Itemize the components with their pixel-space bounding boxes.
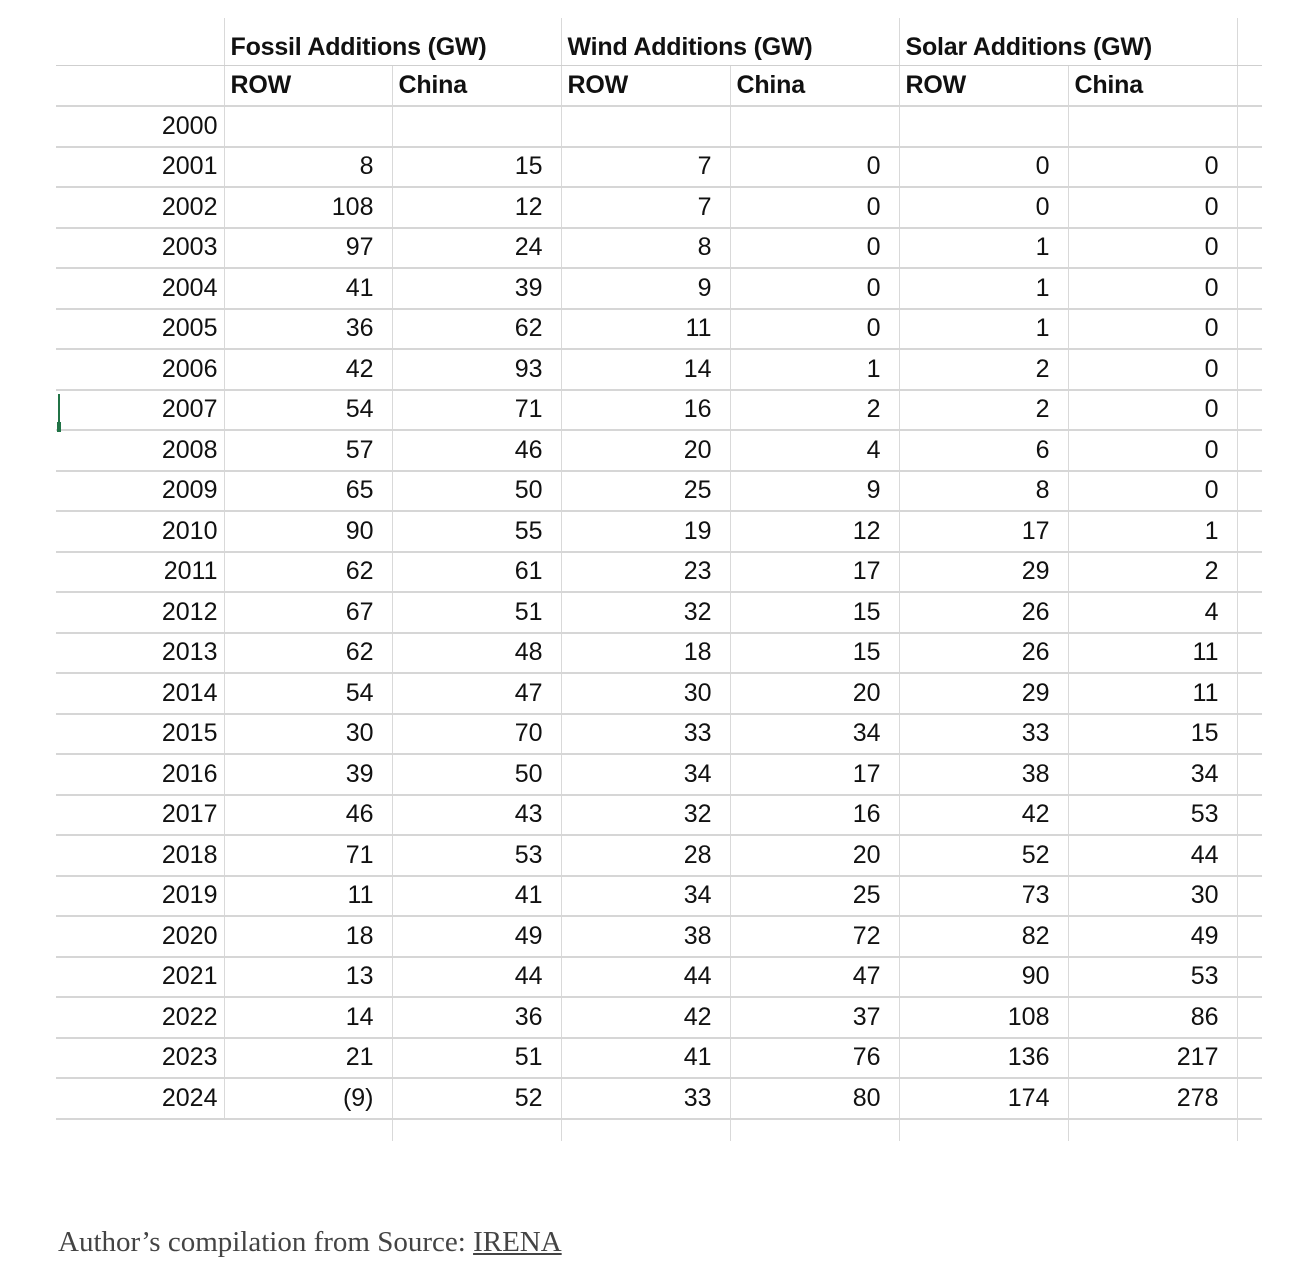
cell-fossil-row[interactable]: 30: [224, 714, 392, 755]
cell-wind-row[interactable]: 25: [561, 471, 730, 512]
year-cell[interactable]: 2007: [56, 390, 224, 431]
cell-fossil-china[interactable]: 55: [392, 511, 561, 552]
year-cell[interactable]: 2001: [56, 147, 224, 188]
cell-fossil-china[interactable]: 51: [392, 592, 561, 633]
cell-solar-china[interactable]: 1: [1068, 511, 1237, 552]
cell-fossil-china[interactable]: 62: [392, 309, 561, 350]
empty-cell[interactable]: [1237, 633, 1262, 674]
cell-wind-china[interactable]: 34: [730, 714, 899, 755]
cell-solar-row[interactable]: 136: [899, 1038, 1068, 1079]
empty-cell[interactable]: [1237, 795, 1262, 836]
cell-fossil-row[interactable]: 62: [224, 552, 392, 593]
cell-wind-china[interactable]: 0: [730, 147, 899, 188]
cell-fossil-row[interactable]: 42: [224, 349, 392, 390]
cell-wind-row[interactable]: 33: [561, 1078, 730, 1119]
year-cell[interactable]: 2000: [56, 106, 224, 147]
empty-cell[interactable]: [1237, 471, 1262, 512]
cell-solar-row[interactable]: 52: [899, 835, 1068, 876]
cell-solar-china[interactable]: 0: [1068, 390, 1237, 431]
header-fossil[interactable]: Fossil Additions (GW): [224, 18, 561, 65]
cell-wind-row[interactable]: 44: [561, 957, 730, 998]
table-row: [56, 633, 1262, 674]
cell-wind-china[interactable]: 2: [730, 390, 899, 431]
table-row: [56, 916, 1262, 957]
cell-fossil-row[interactable]: 13: [224, 957, 392, 998]
cell-fossil-row[interactable]: 39: [224, 754, 392, 795]
cell-wind-china[interactable]: 25: [730, 876, 899, 917]
cell-wind-china[interactable]: [730, 106, 899, 147]
cell-fossil-china[interactable]: 48: [392, 633, 561, 674]
cell-solar-row[interactable]: 2: [899, 349, 1068, 390]
table-row: [56, 673, 1262, 714]
cell-fossil-row[interactable]: 67: [224, 592, 392, 633]
cell-solar-china[interactable]: 0: [1068, 309, 1237, 350]
empty-cell[interactable]: [1237, 714, 1262, 755]
empty-cell[interactable]: [1237, 309, 1262, 350]
cell-wind-china[interactable]: 0: [730, 228, 899, 269]
table-row: [56, 228, 1262, 269]
empty-cell[interactable]: [1237, 430, 1262, 471]
cell-wind-row[interactable]: 42: [561, 997, 730, 1038]
cell-solar-china[interactable]: 11: [1068, 633, 1237, 674]
empty-cell[interactable]: [1237, 65, 1262, 106]
cell-wind-row[interactable]: 8: [561, 228, 730, 269]
year-cell[interactable]: 2024: [56, 1078, 224, 1119]
table-row: [56, 430, 1262, 471]
cell-solar-china[interactable]: 44: [1068, 835, 1237, 876]
empty-cell[interactable]: [1237, 268, 1262, 309]
cell-solar-row[interactable]: 2: [899, 390, 1068, 431]
year-cell[interactable]: 2013: [56, 633, 224, 674]
table-row: [56, 106, 1262, 147]
cell-wind-china[interactable]: 37: [730, 997, 899, 1038]
cell-fossil-china[interactable]: 53: [392, 835, 561, 876]
year-cell[interactable]: 2004: [56, 268, 224, 309]
caption-text: Author’s compilation from Source:: [58, 1226, 474, 1258]
subheader-fossil-china[interactable]: China: [392, 65, 561, 106]
cell-solar-row[interactable]: 0: [899, 147, 1068, 188]
table-row: [56, 511, 1262, 552]
irena-source-link[interactable]: IRENA: [473, 1226, 562, 1258]
year-cell[interactable]: 2010: [56, 511, 224, 552]
cell-wind-row[interactable]: 34: [561, 876, 730, 917]
table-row: [56, 835, 1262, 876]
table-row: [56, 390, 1262, 431]
empty-cell[interactable]: [1237, 147, 1262, 188]
table-row: [56, 187, 1262, 228]
cell-fossil-china[interactable]: 36: [392, 997, 561, 1038]
table-row: [56, 876, 1262, 917]
cell-fossil-china[interactable]: 39: [392, 268, 561, 309]
year-cell[interactable]: 2011: [56, 552, 224, 593]
subheader-solar-china[interactable]: China: [1068, 65, 1237, 106]
cell-wind-china[interactable]: 0: [730, 187, 899, 228]
empty-cell[interactable]: [1237, 754, 1262, 795]
cell-wind-china[interactable]: 76: [730, 1038, 899, 1079]
cell-fossil-row[interactable]: 8: [224, 147, 392, 188]
cell-solar-china[interactable]: 49: [1068, 916, 1237, 957]
table-row: [56, 997, 1262, 1038]
year-cell[interactable]: 2006: [56, 349, 224, 390]
cell-fossil-row[interactable]: 11: [224, 876, 392, 917]
empty-cell[interactable]: [1237, 187, 1262, 228]
empty-cell[interactable]: [1237, 592, 1262, 633]
cell-solar-row[interactable]: 1: [899, 268, 1068, 309]
cell-wind-row[interactable]: 20: [561, 430, 730, 471]
cell-solar-row[interactable]: 33: [899, 714, 1068, 755]
year-cell[interactable]: 2018: [56, 835, 224, 876]
cell-solar-row[interactable]: 0: [899, 187, 1068, 228]
cell-solar-china[interactable]: 217: [1068, 1038, 1237, 1079]
cell-wind-row[interactable]: 16: [561, 390, 730, 431]
table-row: [56, 592, 1262, 633]
cell-wind-china[interactable]: 17: [730, 552, 899, 593]
cell-wind-row[interactable]: 14: [561, 349, 730, 390]
cell-fossil-row[interactable]: 18: [224, 916, 392, 957]
empty-cell[interactable]: [392, 1119, 561, 1141]
cell-solar-china[interactable]: 278: [1068, 1078, 1237, 1119]
cell-wind-china[interactable]: 20: [730, 835, 899, 876]
table-row: [56, 552, 1262, 593]
empty-cell[interactable]: [1237, 876, 1262, 917]
table-row: [56, 309, 1262, 350]
table-row: [56, 147, 1262, 188]
empty-cell[interactable]: [1237, 1078, 1262, 1119]
cell-solar-row[interactable]: 38: [899, 754, 1068, 795]
cell-solar-china[interactable]: 11: [1068, 673, 1237, 714]
cell-solar-china[interactable]: [1068, 106, 1237, 147]
year-cell[interactable]: 2014: [56, 673, 224, 714]
cell-fossil-row[interactable]: [224, 106, 392, 147]
cell-fossil-china[interactable]: 41: [392, 876, 561, 917]
year-cell[interactable]: 2009: [56, 471, 224, 512]
cell-wind-china[interactable]: 1: [730, 349, 899, 390]
cell-solar-row[interactable]: 1: [899, 228, 1068, 269]
cell-solar-row[interactable]: 82: [899, 916, 1068, 957]
cell-solar-row[interactable]: 42: [899, 795, 1068, 836]
cell-fossil-row[interactable]: 62: [224, 633, 392, 674]
cell-fossil-china[interactable]: 93: [392, 349, 561, 390]
cell-solar-china[interactable]: 34: [1068, 754, 1237, 795]
empty-cell[interactable]: [1237, 1119, 1262, 1141]
cell-fossil-row[interactable]: 54: [224, 673, 392, 714]
subheader-wind-row[interactable]: ROW: [561, 65, 730, 106]
cell-fossil-row[interactable]: 54: [224, 390, 392, 431]
subheader-solar-row[interactable]: ROW: [899, 65, 1068, 106]
cell-fossil-china[interactable]: 24: [392, 228, 561, 269]
year-cell[interactable]: 2017: [56, 795, 224, 836]
cell-solar-row[interactable]: 29: [899, 552, 1068, 593]
cell-fossil-china[interactable]: 43: [392, 795, 561, 836]
cell-fossil-china[interactable]: 46: [392, 430, 561, 471]
cell-fossil-row[interactable]: 90: [224, 511, 392, 552]
empty-cell[interactable]: [1068, 1119, 1237, 1141]
cell-solar-row[interactable]: 26: [899, 592, 1068, 633]
cell-wind-row[interactable]: 32: [561, 795, 730, 836]
cell-wind-row[interactable]: 28: [561, 835, 730, 876]
cell-solar-row[interactable]: 90: [899, 957, 1068, 998]
cell-solar-row[interactable]: 26: [899, 633, 1068, 674]
empty-cell[interactable]: [1237, 1038, 1262, 1079]
cell-solar-china[interactable]: 53: [1068, 795, 1237, 836]
cell-wind-china[interactable]: 80: [730, 1078, 899, 1119]
cell-wind-china[interactable]: 0: [730, 309, 899, 350]
cell-fossil-row[interactable]: 41: [224, 268, 392, 309]
cell-fossil-china[interactable]: 47: [392, 673, 561, 714]
cell-fossil-china[interactable]: 12: [392, 187, 561, 228]
cell-wind-row[interactable]: 32: [561, 592, 730, 633]
cell-wind-china[interactable]: 0: [730, 268, 899, 309]
empty-cell[interactable]: [561, 1119, 730, 1141]
cell-solar-china[interactable]: 2: [1068, 552, 1237, 593]
figure-caption: [58, 1226, 562, 1259]
group-header-row: [56, 18, 1262, 65]
cell-wind-row[interactable]: 19: [561, 511, 730, 552]
trailing-row: [56, 1119, 1262, 1141]
cell-fossil-china[interactable]: 15: [392, 147, 561, 188]
header-solar[interactable]: Solar Additions (GW): [899, 18, 1237, 65]
cell-wind-row[interactable]: 30: [561, 673, 730, 714]
cell-solar-china[interactable]: 4: [1068, 592, 1237, 633]
cell-wind-row[interactable]: 41: [561, 1038, 730, 1079]
cell-fossil-china[interactable]: 61: [392, 552, 561, 593]
table-row: [56, 957, 1262, 998]
empty-cell[interactable]: [1237, 957, 1262, 998]
cell-solar-row[interactable]: 8: [899, 471, 1068, 512]
year-cell[interactable]: 2002: [56, 187, 224, 228]
cell-wind-row[interactable]: 11: [561, 309, 730, 350]
table-row: [56, 754, 1262, 795]
cell-wind-row[interactable]: 23: [561, 552, 730, 593]
cell-wind-china[interactable]: 15: [730, 592, 899, 633]
cell-fossil-row[interactable]: 65: [224, 471, 392, 512]
cell-solar-china[interactable]: 86: [1068, 997, 1237, 1038]
empty-cell[interactable]: [1237, 349, 1262, 390]
cell-fossil-china[interactable]: 49: [392, 916, 561, 957]
year-cell[interactable]: 2022: [56, 997, 224, 1038]
cell-fossil-row[interactable]: 108: [224, 187, 392, 228]
cell-solar-china[interactable]: 0: [1068, 228, 1237, 269]
cell-fossil-china[interactable]: 52: [392, 1078, 561, 1119]
year-cell[interactable]: 2008: [56, 430, 224, 471]
cell-solar-china[interactable]: 0: [1068, 147, 1237, 188]
cell-wind-china[interactable]: 20: [730, 673, 899, 714]
table-row: [56, 795, 1262, 836]
empty-cell[interactable]: [1237, 390, 1262, 431]
cell-solar-china[interactable]: 30: [1068, 876, 1237, 917]
empty-cell[interactable]: [1237, 673, 1262, 714]
subheader-fossil-row[interactable]: ROW: [224, 65, 392, 106]
empty-cell[interactable]: [1237, 511, 1262, 552]
data-table: [56, 18, 1262, 1141]
empty-cell[interactable]: [1237, 552, 1262, 593]
cell-fossil-china[interactable]: 71: [392, 390, 561, 431]
cell-fossil-row[interactable]: 97: [224, 228, 392, 269]
year-cell[interactable]: 2016: [56, 754, 224, 795]
cell-wind-china[interactable]: 9: [730, 471, 899, 512]
year-cell[interactable]: 2019: [56, 876, 224, 917]
table-row: [56, 268, 1262, 309]
cell-wind-row[interactable]: 34: [561, 754, 730, 795]
cell-wind-china[interactable]: 47: [730, 957, 899, 998]
cell-solar-row[interactable]: 174: [899, 1078, 1068, 1119]
cell-solar-row[interactable]: 6: [899, 430, 1068, 471]
cell-fossil-row[interactable]: 36: [224, 309, 392, 350]
cell-solar-row[interactable]: 73: [899, 876, 1068, 917]
subheader-wind-china[interactable]: China: [730, 65, 899, 106]
cell-wind-row[interactable]: 38: [561, 916, 730, 957]
cell-cursor-marker: [58, 394, 60, 432]
cell-fossil-row[interactable]: 14: [224, 997, 392, 1038]
cell-solar-row[interactable]: 1: [899, 309, 1068, 350]
cell-wind-china[interactable]: 16: [730, 795, 899, 836]
table-row: [56, 1078, 1262, 1119]
year-cell[interactable]: 2005: [56, 309, 224, 350]
year-cell[interactable]: 2012: [56, 592, 224, 633]
cell-solar-row[interactable]: [899, 106, 1068, 147]
cell-wind-row[interactable]: 18: [561, 633, 730, 674]
cell-solar-row[interactable]: 108: [899, 997, 1068, 1038]
corner-cell[interactable]: [56, 18, 224, 65]
cell-fossil-china[interactable]: 50: [392, 471, 561, 512]
empty-cell[interactable]: [1237, 106, 1262, 147]
year-cell[interactable]: 2021: [56, 957, 224, 998]
cell-solar-china[interactable]: 0: [1068, 349, 1237, 390]
cell-wind-row[interactable]: 9: [561, 268, 730, 309]
empty-cell[interactable]: [730, 1119, 899, 1141]
cell-solar-china[interactable]: 15: [1068, 714, 1237, 755]
cell-fossil-china[interactable]: 70: [392, 714, 561, 755]
cell-wind-china[interactable]: 4: [730, 430, 899, 471]
header-wind[interactable]: Wind Additions (GW): [561, 18, 899, 65]
cell-wind-china[interactable]: 15: [730, 633, 899, 674]
year-cell[interactable]: 2023: [56, 1038, 224, 1079]
year-cell[interactable]: 2015: [56, 714, 224, 755]
cell-fossil-row[interactable]: 57: [224, 430, 392, 471]
cell-solar-china[interactable]: 53: [1068, 957, 1237, 998]
table-row: [56, 349, 1262, 390]
cell-solar-china[interactable]: 0: [1068, 471, 1237, 512]
corner-cell[interactable]: [56, 65, 224, 106]
cell-solar-row[interactable]: 29: [899, 673, 1068, 714]
cell-wind-china[interactable]: 12: [730, 511, 899, 552]
empty-cell[interactable]: [1237, 228, 1262, 269]
table-row: [56, 1038, 1262, 1079]
cell-fossil-row[interactable]: (9): [224, 1078, 392, 1119]
empty-cell[interactable]: [1237, 997, 1262, 1038]
cell-fossil-row[interactable]: 21: [224, 1038, 392, 1079]
empty-cell[interactable]: [1237, 835, 1262, 876]
cell-fossil-china[interactable]: 50: [392, 754, 561, 795]
sub-header-row: [56, 65, 1262, 106]
empty-cell[interactable]: [1237, 916, 1262, 957]
cell-solar-china[interactable]: 0: [1068, 268, 1237, 309]
cell-solar-china[interactable]: 0: [1068, 187, 1237, 228]
empty-cell[interactable]: [56, 1119, 224, 1141]
year-cell[interactable]: 2003: [56, 228, 224, 269]
cell-solar-row[interactable]: 17: [899, 511, 1068, 552]
cell-wind-row[interactable]: [561, 106, 730, 147]
table-row: [56, 471, 1262, 512]
table-row: [56, 714, 1262, 755]
empty-cell[interactable]: [224, 1119, 392, 1141]
cell-wind-china[interactable]: 72: [730, 916, 899, 957]
cell-fossil-china[interactable]: 44: [392, 957, 561, 998]
empty-cell[interactable]: [1237, 18, 1262, 65]
cell-fossil-row[interactable]: 46: [224, 795, 392, 836]
cell-wind-row[interactable]: 7: [561, 187, 730, 228]
cell-fossil-china[interactable]: [392, 106, 561, 147]
empty-cell[interactable]: [899, 1119, 1068, 1141]
cell-solar-china[interactable]: 0: [1068, 430, 1237, 471]
year-cell[interactable]: 2020: [56, 916, 224, 957]
cell-fossil-china[interactable]: 51: [392, 1038, 561, 1079]
cell-fossil-row[interactable]: 71: [224, 835, 392, 876]
cell-wind-china[interactable]: 17: [730, 754, 899, 795]
cell-wind-row[interactable]: 33: [561, 714, 730, 755]
cell-wind-row[interactable]: 7: [561, 147, 730, 188]
